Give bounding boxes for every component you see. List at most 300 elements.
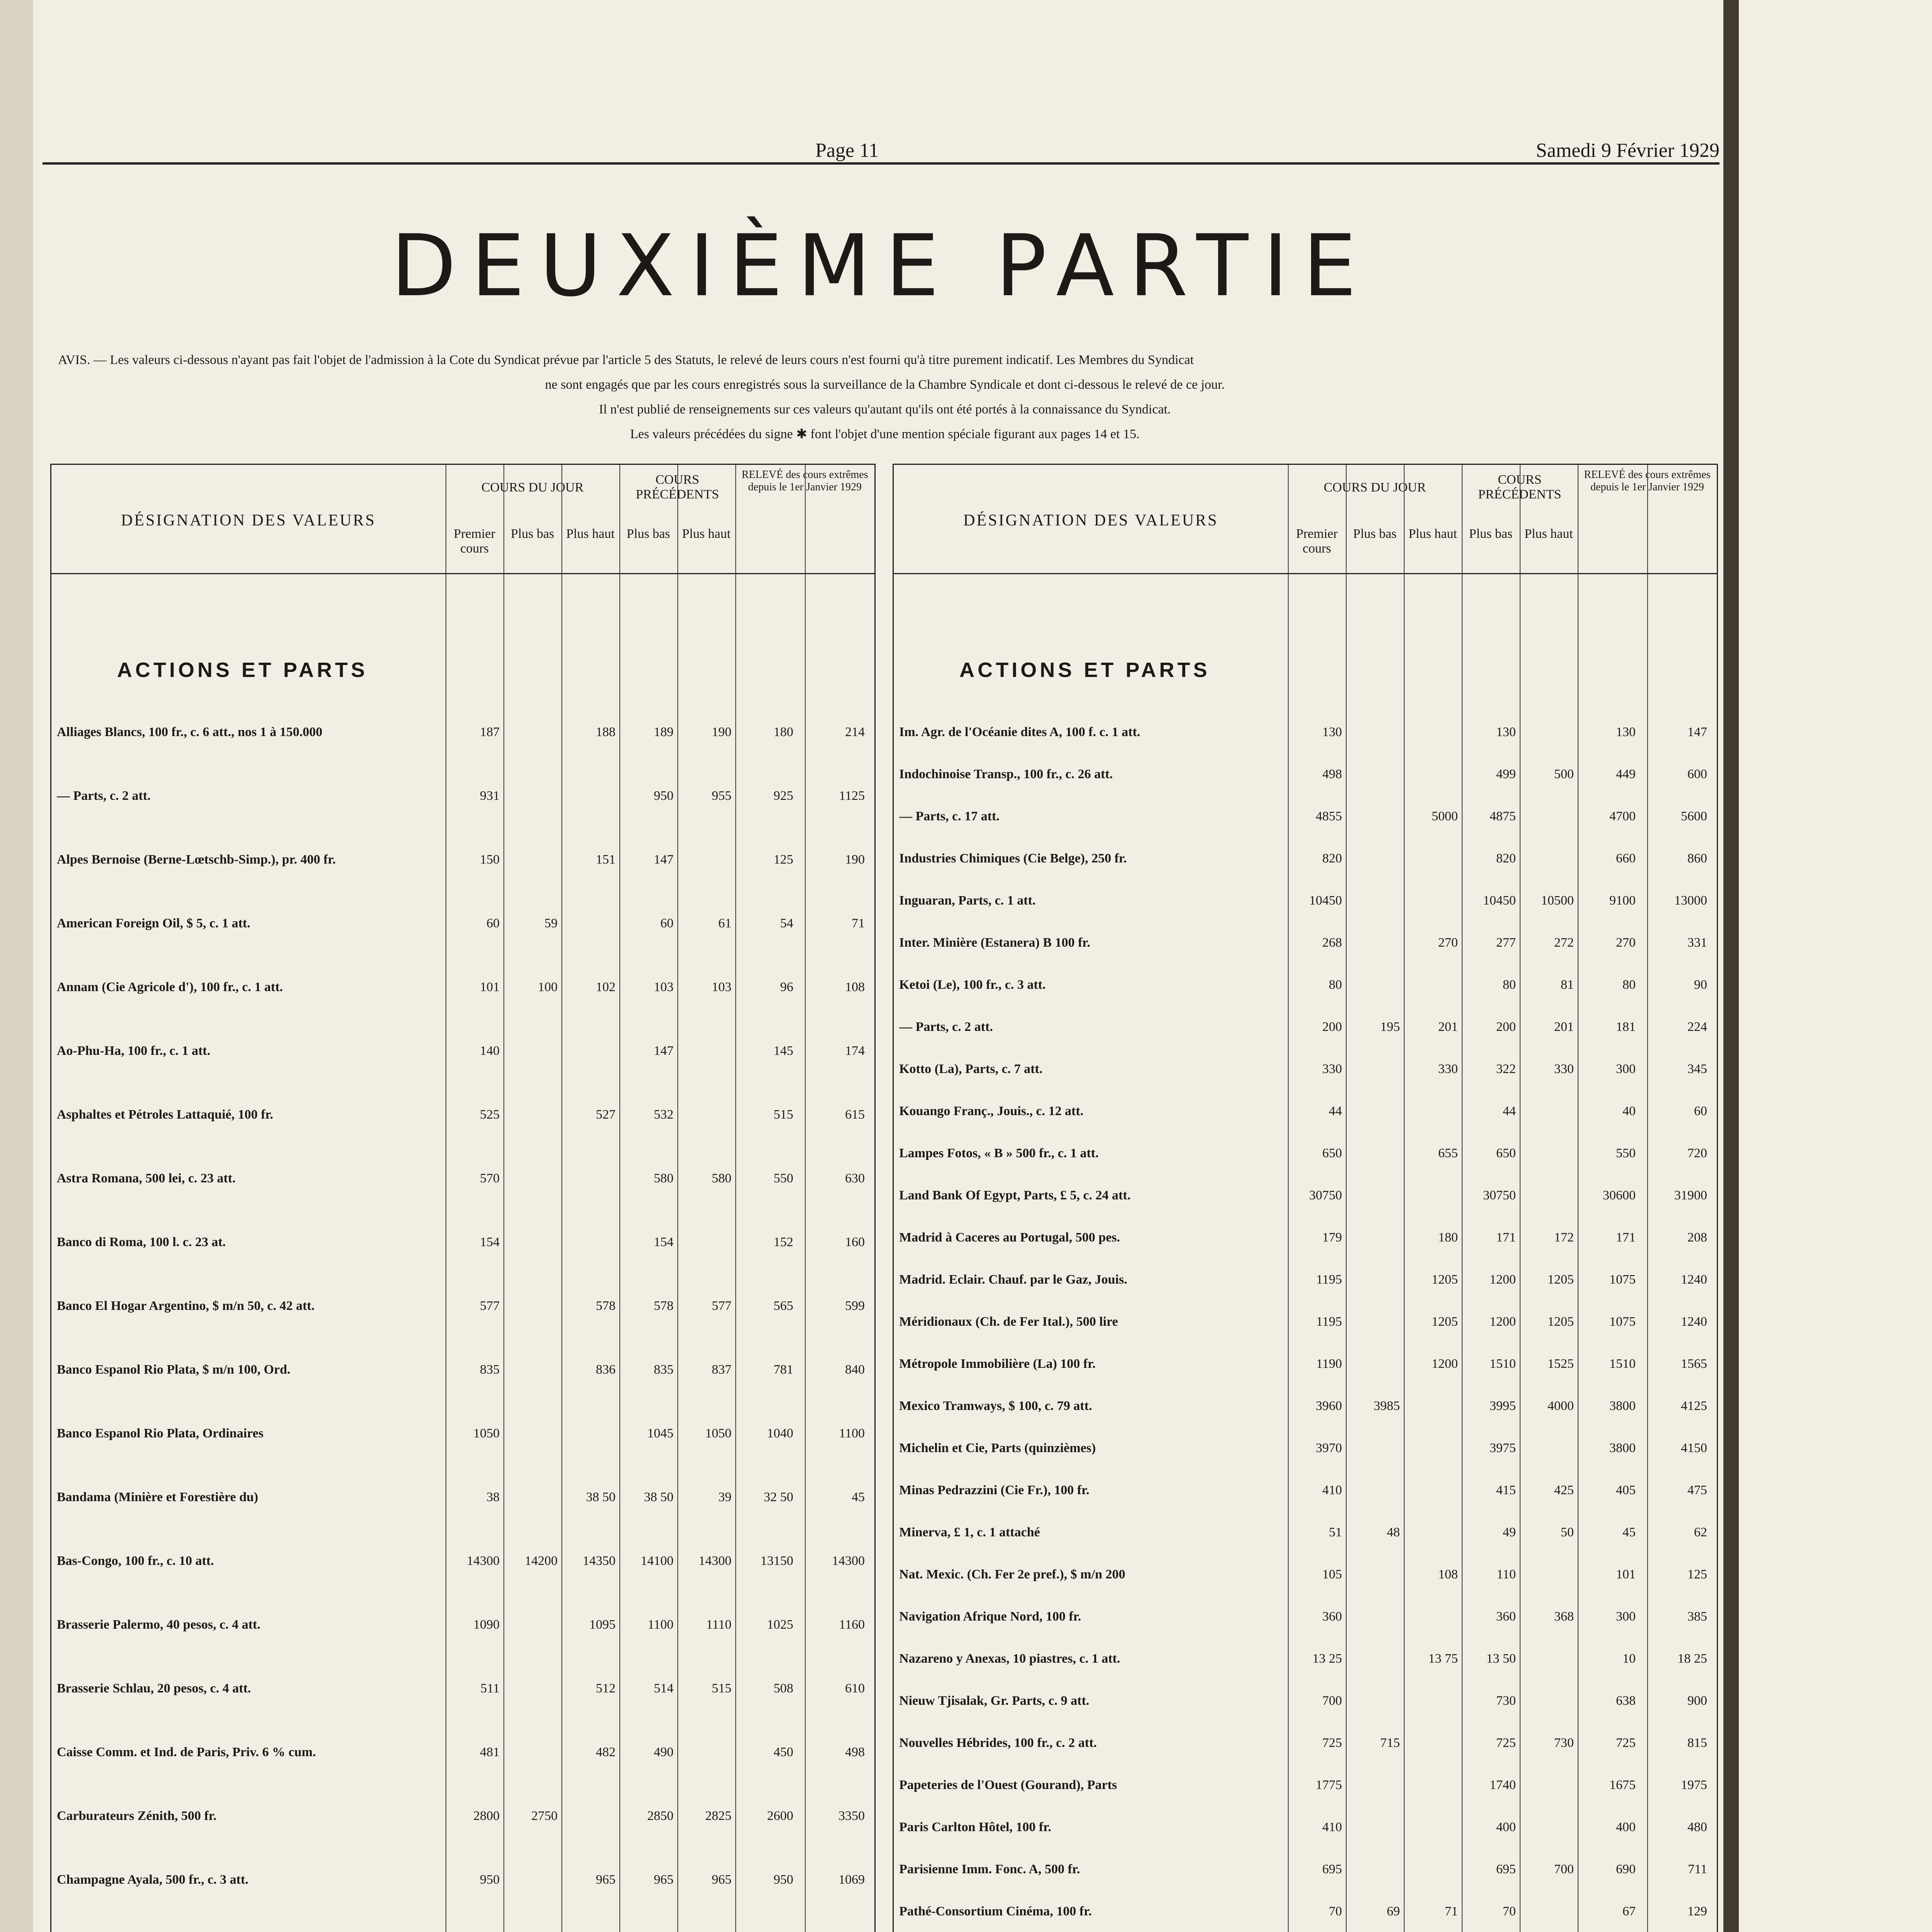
quote-premier: 820 [1322,851,1342,866]
quote-rbas: 3800 [1609,1399,1636,1413]
quote-rbas: 40 [1622,1104,1636,1118]
designation-header: DÉSIGNATION DES VALEURS [963,512,1218,529]
quote-rhaut: 3350 [838,1809,865,1823]
security-name: Madrid à Caceres au Portugal, 500 pes. [899,1230,1120,1245]
quote-premier: 410 [1322,1483,1342,1497]
quote-pbas: 10450 [1483,893,1516,908]
table-row [51,1102,874,1127]
table-row [894,1225,1717,1250]
table-row [51,1804,874,1828]
quote-pbas: 650 [1496,1146,1516,1160]
table-row [894,1267,1717,1292]
quote-premier: 1775 [1316,1778,1342,1792]
table-row [894,973,1717,997]
quote-rhaut: 345 [1687,1062,1707,1076]
quote-rbas: 550 [1616,1146,1636,1160]
cours-precedents-header: COURS PRÉCÉDENTS [636,473,719,502]
notice-line-1: AVIS. — Les valeurs ci-dessous n'ayant pas fait l'objet de l'admission à la Cote du Syndicat prévue par l'article 5 des Statuts, le relevé de leurs cours n'est fourni qu'à titre purement indicatif. Les Membres du Syndicat [58,353,1194,367]
table-row [894,1815,1717,1840]
releve-header: RELEVÉ des cours extrêmes depuis le 1er Janvier 1929 [1584,469,1711,493]
quote-premier: 570 [480,1171,500,1185]
quote-pbas: 514 [654,1681,673,1696]
quote-premier: 931 [480,789,500,803]
security-name: Nazareno y Anexas, 10 piastres, c. 1 att. [899,1651,1120,1666]
quote-rbas: 9100 [1609,893,1636,908]
security-name: Bas-Congo, 100 fr., c. 10 att. [57,1554,214,1568]
quote-rhaut: 71 [852,916,865,930]
quote-rbas: 32 50 [764,1490,793,1504]
quote-rbas: 30600 [1603,1188,1636,1202]
quote-haut: 1200 [1432,1357,1458,1371]
quote-rbas: 45 [1622,1525,1636,1539]
quote-pbas: 189 [654,725,673,739]
prec-haut-header: Plus haut [1524,527,1573,541]
table-row [51,1485,874,1510]
security-name: Michelin et Cie, Parts (quinzièmes) [899,1441,1096,1455]
security-name: Parisienne Imm. Fonc. A, 500 fr. [899,1862,1080,1876]
quote-premier: 60 [486,916,500,930]
quote-haut: 482 [596,1745,616,1759]
quote-rhaut: 214 [845,725,865,739]
quote-pbas: 1200 [1490,1272,1516,1287]
quote-phaut: 425 [1554,1483,1574,1497]
quote-rhaut: 18 25 [1677,1651,1707,1666]
quote-haut: 180 [1438,1230,1458,1245]
table-header-left [51,465,874,574]
quote-phaut: 172 [1554,1230,1574,1245]
security-name: Nieuw Tjisalak, Gr. Parts, c. 9 att. [899,1694,1090,1708]
quote-haut: 71 [1445,1904,1458,1918]
quote-haut: 512 [596,1681,616,1696]
quote-bas: 14200 [525,1554,558,1568]
quote-pbas: 70 [1503,1904,1516,1918]
notice-line-2: ne sont engagés que par les cours enregistrés sous la surveillance de la Chambre Syndicale et dont ci-dessous le relevé de ce jour. [545,378,1225,392]
quote-rhaut: 4125 [1681,1399,1707,1413]
prec-bas-header: Plus bas [1469,527,1513,541]
quote-rhaut: 900 [1687,1694,1707,1708]
quote-rbas: 405 [1616,1483,1636,1497]
quote-rbas: 130 [1616,725,1636,739]
quote-pbas: 2850 [647,1809,673,1823]
security-name: Indochinoise Transp., 100 fr., c. 26 att. [899,767,1113,781]
security-name: Banco di Roma, 100 l. c. 23 at. [57,1235,226,1249]
quote-rbas: 101 [1616,1567,1636,1582]
quote-rhaut: 1240 [1681,1272,1707,1287]
quote-rhaut: 90 [1694,978,1707,992]
quote-pbas: 14100 [641,1554,673,1568]
quote-pbas: 44 [1503,1104,1516,1118]
quote-rbas: 300 [1616,1062,1636,1076]
quote-bas: 195 [1380,1020,1400,1034]
quote-phaut: 577 [712,1299,731,1313]
quote-rbas: 690 [1616,1862,1636,1876]
quote-premier: 1195 [1316,1272,1342,1287]
plus-bas-header: Plus bas [1353,527,1397,541]
quote-rhaut: 840 [845,1362,865,1377]
quote-rbas: 550 [774,1171,793,1185]
quote-rhaut: 480 [1687,1820,1707,1834]
page-number: Page 11 [815,139,879,162]
quote-rhaut: 1240 [1681,1315,1707,1329]
quote-pbas: 49 [1503,1525,1516,1539]
security-name: Asphaltes et Pétroles Lattaquié, 100 fr. [57,1107,274,1122]
quote-rbas: 1025 [767,1617,793,1632]
table-row [894,1689,1717,1713]
quote-pbas: 820 [1496,851,1516,866]
quote-premier: 38 [486,1490,500,1504]
table-row [894,1015,1717,1039]
security-name: — Parts, c. 17 att. [899,809,1000,823]
quote-premier: 3960 [1316,1399,1342,1413]
quote-rbas: 152 [774,1235,793,1249]
security-name: Navigation Afrique Nord, 100 fr. [899,1609,1081,1624]
quote-phaut: 700 [1554,1862,1574,1876]
quote-phaut: 515 [712,1681,731,1696]
quote-haut: 1205 [1432,1315,1458,1329]
security-name: Kouango Franç., Jouis., c. 12 att. [899,1104,1083,1118]
quote-phaut: 14300 [699,1554,731,1568]
table-row [894,1352,1717,1376]
quote-premier: 2800 [473,1809,500,1823]
quote-rhaut: 160 [845,1235,865,1249]
security-name: Carburateurs Zénith, 500 fr. [57,1809,217,1823]
quote-rhaut: 711 [1688,1862,1707,1876]
quotes-table-right [893,464,1718,1932]
plus-haut-header: Plus haut [566,527,615,541]
quote-pbas: 13 50 [1486,1651,1516,1666]
table-row [894,1057,1717,1082]
quote-phaut: 1110 [706,1617,731,1632]
designation-header: DÉSIGNATION DES VALEURS [121,512,376,529]
quote-pbas: 322 [1496,1062,1516,1076]
quote-pbas: 110 [1497,1567,1516,1582]
releve-header: RELEVÉ des cours extrêmes depuis le 1er Janvier 1929 [742,469,868,493]
quote-haut: 5000 [1432,809,1458,823]
quote-premier: 1190 [1316,1357,1342,1371]
table-row [894,1520,1717,1545]
table-row [51,1166,874,1191]
quote-premier: 700 [1322,1694,1342,1708]
quote-premier: 1050 [473,1426,500,1440]
quote-rbas: 781 [774,1362,793,1377]
table-row [51,784,874,808]
quote-premier: 1195 [1316,1315,1342,1329]
quote-premier: 330 [1322,1062,1342,1076]
table-row [51,1549,874,1573]
quote-rbas: 80 [1622,978,1636,992]
security-name: Banco El Hogar Argentino, $ m/n 50, c. 42 att. [57,1299,315,1313]
security-name: — Parts, c. 2 att. [57,789,151,803]
quote-rhaut: 720 [1687,1146,1707,1160]
quote-premier: 410 [1322,1820,1342,1834]
quote-premier: 481 [480,1745,500,1759]
security-name: Pathé-Consortium Cinéma, 100 fr. [899,1904,1092,1918]
security-name: Brasserie Palermo, 40 pesos, c. 4 att. [57,1617,260,1632]
table-row [894,1099,1717,1124]
quote-rbas: 1040 [767,1426,793,1440]
quote-rhaut: 475 [1687,1483,1707,1497]
security-name: Alpes Bernoise (Berne-Lœtschb-Simp.), pr. 400 fr. [57,852,336,867]
quote-pbas: 3995 [1490,1399,1516,1413]
table-row [51,1421,874,1446]
table-row [894,846,1717,871]
quote-rhaut: 14300 [832,1554,865,1568]
quote-rhaut: 385 [1687,1609,1707,1624]
table-row [894,804,1717,829]
quote-rbas: 171 [1616,1230,1636,1245]
column-rule [735,465,736,1932]
premier-cours-header: Premier cours [1296,527,1338,556]
table-row [51,720,874,745]
notice-paragraph [58,348,1712,447]
quote-rbas: 565 [774,1299,793,1313]
quote-phaut: 1525 [1548,1357,1574,1371]
quote-phaut: 837 [712,1362,731,1377]
security-name: Méridionaux (Ch. de Fer Ital.), 500 lire [899,1315,1118,1329]
quote-pbas: 103 [654,980,673,994]
column-rule [619,465,620,1932]
table-row [894,1310,1717,1334]
page-date: Samedi 9 Février 1929 [1536,139,1719,162]
quote-haut: 188 [596,725,616,739]
security-name: Kotto (La), Parts, c. 7 att. [899,1062,1043,1076]
table-row [894,930,1717,955]
security-name: Métropole Immobilière (La) 100 fr. [899,1357,1096,1371]
premier-cours-header: Premier cours [454,527,495,556]
column-rule [561,465,562,1932]
quote-premier: 695 [1322,1862,1342,1876]
quote-bas: 100 [538,980,558,994]
quote-rhaut: 498 [845,1745,865,1759]
quote-bas: 715 [1380,1736,1400,1750]
quote-haut: 151 [596,852,616,867]
column-rule [503,465,504,1932]
quote-rbas: 925 [774,789,793,803]
quote-pbas: 130 [1496,725,1516,739]
quote-rhaut: 1160 [839,1617,865,1632]
quote-pbas: 154 [654,1235,673,1249]
quote-premier: 511 [480,1681,500,1696]
section-title-left: ACTIONS ET PARTS [117,658,368,682]
table-row [51,1612,874,1637]
security-name: Land Bank Of Egypt, Parts, £ 5, c. 24 att. [899,1188,1131,1202]
quote-pbas: 499 [1496,767,1516,781]
quote-haut: 330 [1438,1062,1458,1076]
quote-rhaut: 615 [845,1107,865,1122]
quote-phaut: 500 [1554,767,1574,781]
quote-premier: 725 [1322,1736,1342,1750]
security-name: Minerva, £ 1, c. 1 attaché [899,1525,1040,1539]
quote-rbas: 125 [774,852,793,867]
quote-rbas: 3800 [1609,1441,1636,1455]
quote-rhaut: 1565 [1681,1357,1707,1371]
quote-phaut: 965 [712,1872,731,1887]
table-row [51,1294,874,1318]
quote-rbas: 400 [1616,1820,1636,1834]
security-name: Bandama (Minière et Forestière du) [57,1490,259,1504]
security-name: Papeteries de l'Ouest (Gourand), Parts [899,1778,1117,1792]
quote-pbas: 695 [1496,1862,1516,1876]
quote-haut: 836 [596,1362,616,1377]
security-name: Lampes Fotos, « B » 500 fr., c. 1 att. [899,1146,1099,1160]
plus-haut-header: Plus haut [1408,527,1457,541]
quote-haut: 201 [1438,1020,1458,1034]
quote-rhaut: 224 [1687,1020,1707,1034]
cours-precedents-header: COURS PRÉCÉDENTS [1478,473,1561,502]
quote-rhaut: 208 [1687,1230,1707,1245]
quote-premier: 80 [1329,978,1342,992]
quote-premier: 140 [480,1044,500,1058]
quote-premier: 105 [1322,1567,1342,1582]
security-name: Caisse Comm. et Ind. de Paris, Priv. 6 % cum. [57,1745,316,1759]
quote-pbas: 415 [1496,1483,1516,1497]
security-name: Banco Espanol Rio Plata, $ m/n 100, Ord. [57,1362,291,1377]
table-row [51,1867,874,1892]
quote-premier: 51 [1329,1525,1342,1539]
quote-haut: 965 [596,1872,616,1887]
quote-premier: 130 [1322,725,1342,739]
quote-rbas: 1075 [1609,1272,1636,1287]
quote-phaut: 4000 [1548,1399,1574,1413]
quote-rbas: 13150 [760,1554,793,1568]
quote-haut: 13 75 [1428,1651,1458,1666]
quote-pbas: 60 [660,916,673,930]
quote-rhaut: 610 [845,1681,865,1696]
quote-haut: 655 [1438,1146,1458,1160]
quote-premier: 154 [480,1235,500,1249]
quote-rhaut: 1069 [838,1872,865,1887]
quote-rhaut: 147 [1687,725,1707,739]
quote-premier: 179 [1322,1230,1342,1245]
quote-rbas: 67 [1622,1904,1636,1918]
quote-rbas: 2600 [767,1809,793,1823]
quote-pbas: 4875 [1490,809,1516,823]
table-row [51,1357,874,1382]
table-row [51,1740,874,1765]
quote-premier: 70 [1329,1904,1342,1918]
table-row [894,1604,1717,1629]
quote-bas: 2750 [531,1809,558,1823]
quote-rhaut: 31900 [1674,1188,1707,1202]
quote-rhaut: 4150 [1681,1441,1707,1455]
security-name: American Foreign Oil, $ 5, c. 1 att. [57,916,250,930]
quote-rhaut: 331 [1687,935,1707,950]
quote-pbas: 580 [654,1171,673,1185]
quote-haut: 14350 [583,1554,616,1568]
quote-pbas: 1045 [647,1426,673,1440]
quote-rbas: 96 [780,980,793,994]
quote-phaut: 330 [1554,1062,1574,1076]
quote-premier: 577 [480,1299,500,1313]
quote-phaut: 39 [718,1490,731,1504]
quote-pbas: 835 [654,1362,673,1377]
quote-rbas: 300 [1616,1609,1636,1624]
quote-premier: 101 [480,980,500,994]
quote-phaut: 2825 [705,1809,731,1823]
page-binding [1723,0,1739,1932]
security-name: Im. Agr. de l'Océanie dites A, 100 f. c. 1 att. [899,725,1140,739]
table-row [894,888,1717,913]
quote-pbas: 578 [654,1299,673,1313]
quote-haut: 527 [596,1107,616,1122]
quote-pbas: 1510 [1490,1357,1516,1371]
quote-rbas: 1510 [1609,1357,1636,1371]
table-row [51,1230,874,1255]
quote-phaut: 272 [1554,935,1574,950]
quote-phaut: 730 [1554,1736,1574,1750]
table-row [894,1436,1717,1461]
quote-pbas: 1200 [1490,1315,1516,1329]
quote-rbas: 449 [1616,767,1636,781]
quote-rhaut: 60 [1694,1104,1707,1118]
security-name: Industries Chimiques (Cie Belge), 250 fr. [899,851,1127,866]
quote-premier: 950 [480,1872,500,1887]
security-name: Minas Pedrazzini (Cie Fr.), 100 fr. [899,1483,1090,1497]
security-name: Inter. Minière (Estanera) B 100 fr. [899,935,1090,950]
quote-haut: 578 [596,1299,616,1313]
security-name: Champagne Ayala, 500 fr., c. 3 att. [57,1872,248,1887]
quote-rbas: 660 [1616,851,1636,866]
quote-bas: 48 [1387,1525,1400,1539]
quote-pbas: 200 [1496,1020,1516,1034]
quote-pbas: 532 [654,1107,673,1122]
cours-du-jour-header: COURS DU JOUR [1323,480,1426,495]
quote-pbas: 725 [1496,1736,1516,1750]
table-row [894,1183,1717,1208]
quote-bas: 69 [1387,1904,1400,1918]
quote-premier: 4855 [1316,809,1342,823]
table-row [894,1731,1717,1755]
quote-rhaut: 129 [1687,1904,1707,1918]
quote-rhaut: 600 [1687,767,1707,781]
security-name: Ao-Phu-Ha, 100 fr., c. 1 att. [57,1044,211,1058]
quote-rhaut: 815 [1687,1736,1707,1750]
quote-rbas: 508 [774,1681,793,1696]
table-row [894,1478,1717,1503]
quote-rbas: 54 [780,916,793,930]
security-name: Mexico Tramways, $ 100, c. 79 att. [899,1399,1092,1413]
quote-rhaut: 1975 [1681,1778,1707,1792]
security-name: Annam (Cie Agricole d'), 100 fr., c. 1 att. [57,980,283,994]
quote-phaut: 50 [1561,1525,1574,1539]
quote-premier: 360 [1322,1609,1342,1624]
quote-premier: 44 [1329,1104,1342,1118]
quote-haut: 1205 [1432,1272,1458,1287]
quote-rhaut: 599 [845,1299,865,1313]
quote-premier: 650 [1322,1146,1342,1160]
table-row [894,1141,1717,1166]
table-row [51,1039,874,1063]
quote-rhaut: 1100 [839,1426,865,1440]
quote-premier: 10450 [1309,893,1342,908]
quote-rbas: 270 [1616,935,1636,950]
table-row [894,1646,1717,1671]
quote-premier: 13 25 [1312,1651,1342,1666]
quote-pbas: 730 [1496,1694,1516,1708]
quote-pbas: 1100 [648,1617,673,1632]
column-rule [805,465,806,1932]
prec-bas-header: Plus bas [626,527,670,541]
security-name: Nat. Mexic. (Ch. Fer 2e pref.), $ m/n 200 [899,1567,1126,1582]
security-name: Nouvelles Hébrides, 100 fr., c. 2 att. [899,1736,1097,1750]
adjacent-page-strip [0,0,34,1932]
quote-premier: 30750 [1309,1188,1342,1202]
table-header-right [894,465,1717,574]
quote-premier: 1090 [473,1617,500,1632]
quote-phaut: 61 [718,916,731,930]
notice-line-4: Les valeurs précédées du signe ✱ font l'objet d'une mention spéciale figurant aux pages 14 et 15. [630,427,1140,441]
table-row [894,1773,1717,1798]
